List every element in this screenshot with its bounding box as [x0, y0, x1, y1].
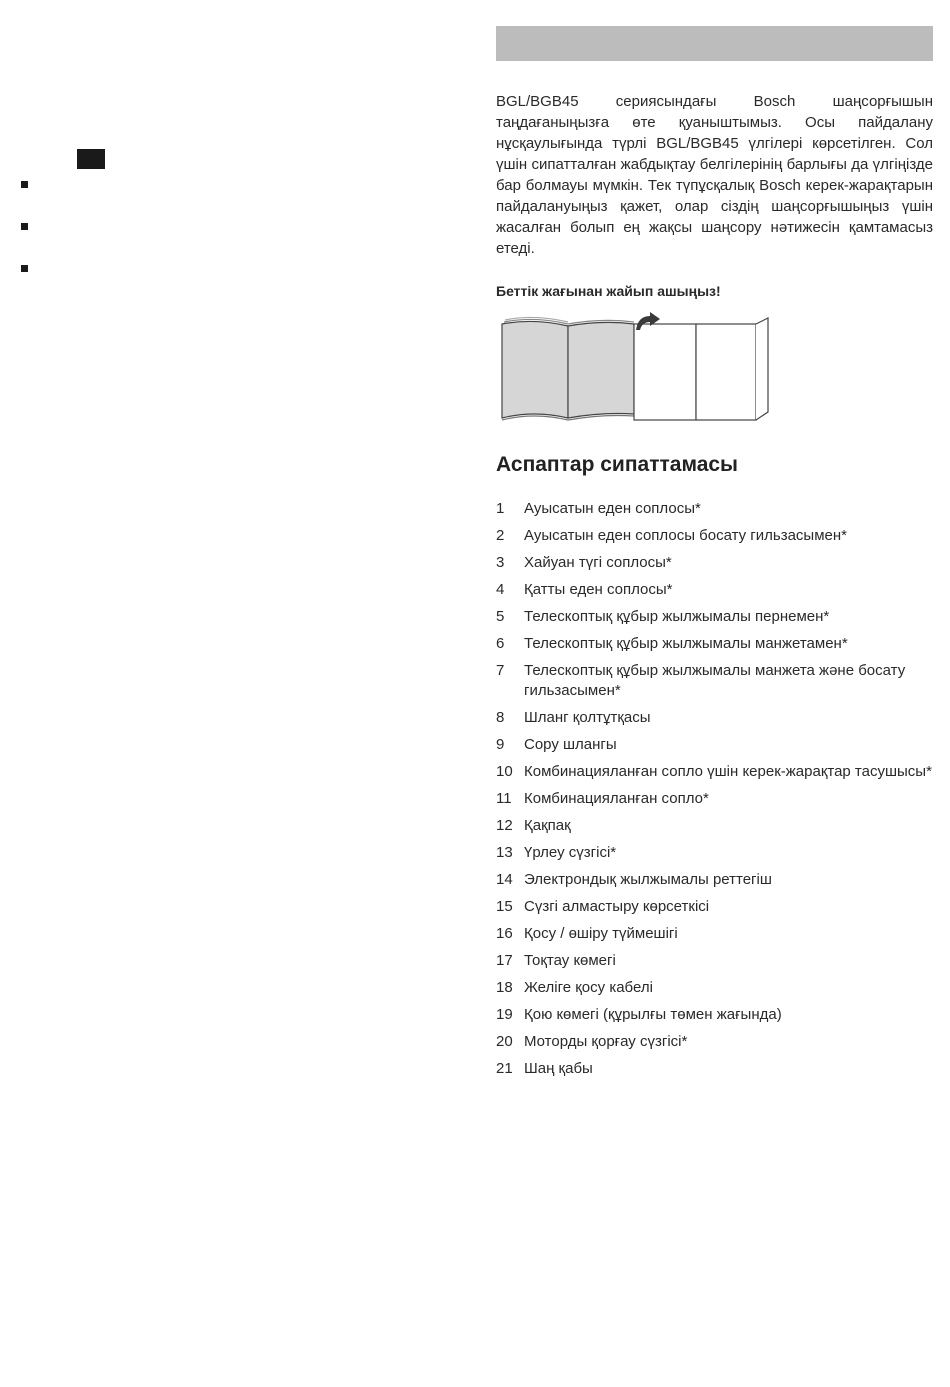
header-band: [496, 26, 933, 61]
list-item: [496, 1005, 933, 1025]
intro-paragraph: BGL/BGB45 сериясындағы Bosch шаңсорғышын таңдағаныңызға өте қуаныштымыз. Осы пайдалану нұсқаулығында түрлі BGL/BGB45 үлгілері көрсетілген. Сол үшін сипатталған жабдықтау белгілерінің барлығы да үлгіңізде бар болмауы мүмкін. Тек түпұсқалық Bosch керек-жарақтарын пайдалануыңыз қажет, олар сіздің шаңсорғышыңыз үшін жасалған болып ең жақсы шаңсору нәтижесін қамтамасыз етеді.: [496, 93, 933, 257]
list-item: [496, 708, 933, 728]
list-item: [496, 978, 933, 998]
bullet-square-icon: [21, 265, 28, 272]
item-text: Комбинацияланған сопло*: [524, 790, 709, 807]
list-item: [496, 762, 933, 782]
item-text: Шланг қолтұтқасы: [524, 709, 651, 726]
left-column: [0, 0, 470, 1387]
item-number: 5: [496, 608, 505, 625]
item-number: 2: [496, 527, 505, 544]
list-item: [496, 735, 933, 755]
item-text: Қосу / өшіру түймешігі: [524, 925, 678, 942]
item-text: Телескоптық құбыр жылжымалы манжетамен*: [524, 635, 848, 652]
parts-list: [496, 499, 933, 1086]
bullet-square-icon: [21, 181, 28, 188]
list-item: [496, 1059, 933, 1079]
item-number: 11: [496, 790, 512, 807]
item-text: Шаң қабы: [524, 1060, 593, 1077]
item-text: Сүзгі алмастыру көрсеткісі: [524, 898, 710, 915]
item-number: 18: [496, 979, 513, 996]
item-number: 1: [496, 500, 505, 517]
item-text: Ауысатын еден соплосы босату гильзасымен*: [524, 527, 847, 544]
item-number: 13: [496, 844, 513, 861]
item-text: Қатты еден соплосы*: [524, 581, 673, 598]
list-item: [496, 897, 933, 917]
item-text: Телескоптық құбыр жылжымалы пернемен*: [524, 608, 830, 625]
item-text: Электрондық жылжымалы реттегіш: [524, 871, 772, 888]
list-item: [496, 951, 933, 971]
item-text: Телескоптық құбыр жылжымалы манжета және босату гильзасымен*: [524, 662, 906, 699]
item-number: 17: [496, 952, 513, 969]
list-item: [496, 553, 933, 573]
item-number: 6: [496, 635, 505, 652]
item-text: Үрлеу сүзгісі*: [524, 844, 617, 861]
list-item: [496, 843, 933, 863]
list-item: [496, 499, 933, 519]
item-number: 15: [496, 898, 513, 915]
list-item: [496, 789, 933, 809]
item-number: 21: [496, 1060, 513, 1077]
bullet-square-icon: [21, 223, 28, 230]
item-number: 4: [496, 581, 505, 598]
fold-out-note: Беттік жағынан жайып ашыңыз!: [496, 283, 721, 299]
item-number: 9: [496, 736, 505, 753]
item-text: Қою көмегі (құрылғы төмен жағында): [524, 1006, 782, 1023]
list-item: [496, 634, 933, 654]
list-item: [496, 924, 933, 944]
item-text: Комбинацияланған сопло үшін керек-жарақтар тасушысы*: [524, 763, 932, 780]
section-heading: Аспаптар сипаттамасы: [496, 453, 738, 476]
language-tab-marker: [77, 149, 105, 169]
item-number: 14: [496, 871, 513, 888]
item-number: 3: [496, 554, 505, 571]
item-text: Хайуан түгі соплосы*: [524, 554, 672, 571]
item-text: Желіге қосу кабелі: [524, 979, 653, 996]
item-number: 7: [496, 662, 505, 679]
list-item: [496, 526, 933, 546]
item-text: Қақпақ: [524, 817, 571, 834]
list-item: [496, 580, 933, 600]
item-text: Сору шлангы: [524, 736, 617, 753]
item-number: 19: [496, 1006, 513, 1023]
item-number: 20: [496, 1033, 513, 1050]
list-item: [496, 816, 933, 836]
item-number: 12: [496, 817, 513, 834]
item-text: Тоқтау көмегі: [524, 952, 616, 969]
item-number: 10: [496, 763, 513, 780]
item-number: 16: [496, 925, 513, 942]
item-text: Ауысатын еден соплосы*: [524, 500, 701, 517]
item-number: 8: [496, 709, 505, 726]
list-item: [496, 661, 933, 701]
list-item: [496, 870, 933, 890]
list-item: [496, 607, 933, 627]
list-item: [496, 1032, 933, 1052]
item-text: Моторды қорғау сүзгісі*: [524, 1033, 688, 1050]
fold-out-illustration: [498, 310, 774, 426]
